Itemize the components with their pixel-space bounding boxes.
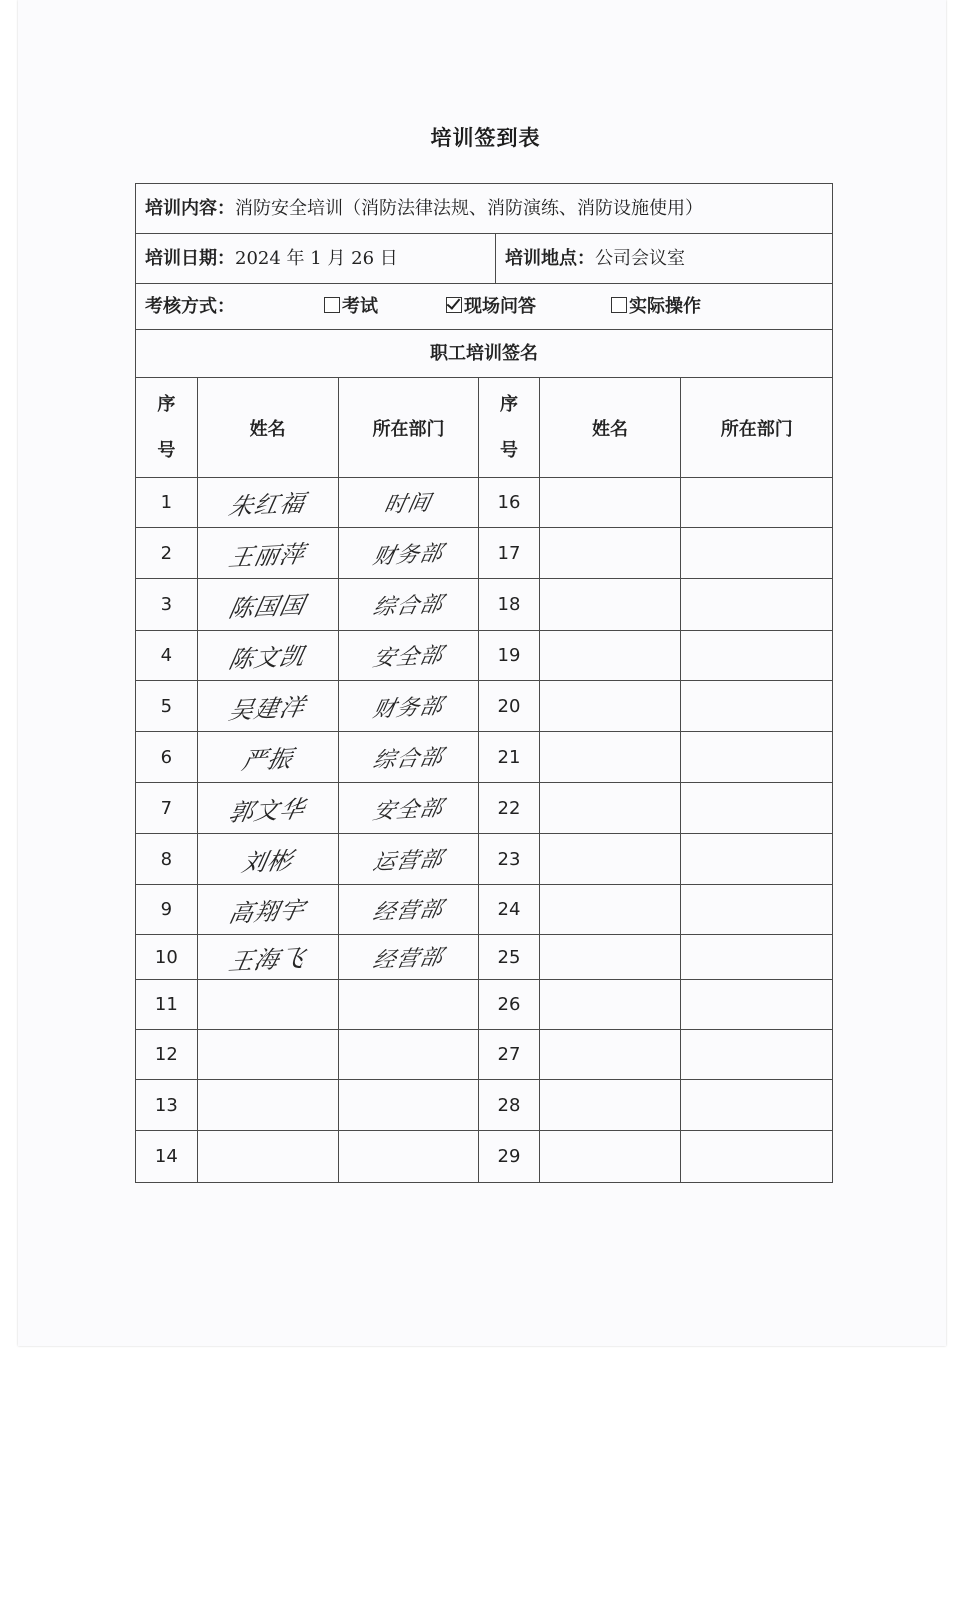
- dept-header: 所在部门: [681, 378, 832, 478]
- name-cell: [539, 885, 681, 935]
- table-row: [136, 478, 832, 528]
- dept-cell: [681, 885, 832, 935]
- dept-cell: [681, 631, 832, 681]
- name-cell: [197, 834, 338, 885]
- dept-cell: [681, 732, 832, 783]
- seq-cell: [479, 980, 539, 1030]
- seq-cell: 24: [497, 899, 521, 920]
- name-signature: 陈文凯: [226, 642, 308, 674]
- dept-cell: [338, 579, 479, 631]
- seq-cell: [479, 1030, 539, 1080]
- table-row: [136, 631, 832, 681]
- seq-cell: [136, 579, 197, 631]
- table-row: [136, 732, 832, 783]
- training-location-label: 培训地点：: [505, 248, 595, 269]
- dept-cell: [681, 834, 832, 885]
- dept-cell: [338, 631, 479, 681]
- training-date-value: 2024 年 1 月 26 日: [235, 248, 398, 269]
- dept-signature: 时间: [382, 490, 434, 519]
- table-row: [136, 1080, 832, 1131]
- seq-cell: [479, 783, 539, 834]
- training-content-value: 消防安全培训（消防法律法规、消防演练、消防设施使用）: [235, 198, 703, 219]
- seq-cell: 6: [160, 746, 173, 768]
- seq-cell: 19: [497, 645, 521, 666]
- checked-checkbox-icon[interactable]: [446, 297, 462, 313]
- seq-cell: [479, 579, 539, 631]
- name-cell: [197, 783, 338, 834]
- dept-cell: [681, 980, 832, 1030]
- seq-cell: 9: [160, 899, 173, 920]
- dept-signature: 财务部: [370, 540, 446, 570]
- name-cell: [197, 681, 338, 732]
- dept-cell: [338, 1030, 479, 1080]
- date-location-row: [136, 234, 832, 284]
- seq-cell: [479, 834, 539, 885]
- dept-cell: [681, 1131, 832, 1182]
- seq-cell: 16: [497, 492, 521, 513]
- name-signature: 高翔宇: [226, 896, 308, 928]
- dept-cell: [681, 1080, 832, 1131]
- assessment-option-exam[interactable]: 考试: [324, 284, 378, 330]
- name-cell: [197, 885, 338, 935]
- seq-cell: 18: [497, 594, 521, 615]
- seq-cell: [479, 528, 539, 579]
- seq-header: 序 号: [479, 378, 539, 478]
- seq-cell: 12: [154, 1044, 178, 1065]
- name-cell: [197, 1030, 338, 1080]
- dept-cell: [681, 935, 832, 980]
- dept-signature: 运营部: [370, 846, 446, 876]
- seq-cell: 20: [497, 695, 521, 717]
- name-cell: [197, 631, 338, 681]
- dept-cell: [338, 478, 479, 528]
- seq-cell: [136, 783, 197, 834]
- dept-cell: [681, 1030, 832, 1080]
- seq-cell: [136, 478, 197, 528]
- name-cell: [197, 732, 338, 783]
- name-signature: 王海飞: [226, 943, 308, 976]
- name-cell: [539, 1030, 681, 1080]
- seq-cell: [479, 935, 539, 980]
- name-cell: [539, 783, 681, 834]
- seq-cell: 7: [160, 797, 173, 819]
- section-title: 职工培训签名: [136, 330, 832, 378]
- dept-cell: [338, 834, 479, 885]
- dept-cell: [681, 579, 832, 631]
- dept-header: 所在部门: [338, 378, 479, 478]
- dept-cell: [338, 1080, 479, 1131]
- dept-signature: 经营部: [370, 944, 446, 974]
- seq-cell: [136, 834, 197, 885]
- dept-cell: [681, 783, 832, 834]
- seq-cell: [136, 885, 197, 935]
- name-cell: [197, 1131, 338, 1182]
- dept-cell: [338, 885, 479, 935]
- dept-cell: [681, 478, 832, 528]
- assessment-row: [136, 284, 832, 330]
- name-signature: 朱红福: [226, 489, 308, 521]
- seq-cell: 25: [497, 946, 521, 968]
- training-content-label: 培训内容：: [145, 198, 235, 219]
- name-cell: [539, 579, 681, 631]
- name-cell: [197, 579, 338, 631]
- name-cell: [539, 478, 681, 528]
- name-signature: 王丽萍: [226, 539, 308, 572]
- name-signature: 刘彬: [239, 846, 296, 877]
- dept-cell: [338, 732, 479, 783]
- name-cell: [539, 732, 681, 783]
- seq-cell: 10: [154, 946, 178, 968]
- seq-cell: [479, 681, 539, 732]
- name-cell: [539, 681, 681, 732]
- seq-cell: [479, 1080, 539, 1131]
- name-signature: 陈国国: [226, 591, 308, 623]
- dept-cell: [681, 681, 832, 732]
- name-cell: [539, 528, 681, 579]
- name-signature: 郭文华: [226, 794, 308, 827]
- assessment-label: 考核方式：: [145, 296, 235, 317]
- name-header: 姓名: [197, 378, 338, 478]
- name-cell: [539, 631, 681, 681]
- seq-cell: 29: [497, 1145, 521, 1167]
- seq-cell: 13: [154, 1094, 178, 1116]
- table-row: [136, 579, 832, 631]
- dept-signature: 财务部: [370, 693, 446, 723]
- seq-cell: [136, 1030, 197, 1080]
- training-content-row: [136, 184, 832, 234]
- seq-cell: 4: [160, 645, 173, 666]
- seq-cell: [479, 631, 539, 681]
- seq-cell: [136, 1080, 197, 1131]
- name-cell: [197, 935, 338, 980]
- dept-signature: 综合部: [370, 592, 446, 621]
- seq-cell: [136, 980, 197, 1030]
- table-row: [136, 834, 832, 885]
- seq-cell: [136, 732, 197, 783]
- seq-cell: 8: [160, 848, 173, 870]
- seq-cell: [479, 478, 539, 528]
- table-row: [136, 681, 832, 732]
- seq-cell: 17: [497, 542, 521, 564]
- seq-cell: [479, 732, 539, 783]
- dept-cell: [681, 528, 832, 579]
- assessment-option-qa[interactable]: 现场问答: [446, 284, 536, 330]
- name-cell: [539, 1131, 681, 1182]
- date-cell: [136, 234, 496, 283]
- seq-cell: 23: [497, 848, 521, 870]
- training-date-label: 培训日期：: [145, 248, 235, 269]
- name-signature: 吴建洋: [226, 692, 308, 725]
- seq-cell: 14: [154, 1145, 178, 1167]
- checkbox-icon[interactable]: [611, 297, 627, 313]
- table-row: [136, 935, 832, 980]
- dept-signature: 经营部: [370, 897, 446, 926]
- seq-cell: [136, 1131, 197, 1182]
- dept-cell: [338, 528, 479, 579]
- seq-cell: 22: [497, 797, 521, 819]
- name-cell: [197, 980, 338, 1030]
- seq-cell: 11: [154, 994, 178, 1015]
- location-cell: [496, 234, 685, 283]
- name-signature: 严振: [239, 744, 296, 775]
- name-cell: [539, 935, 681, 980]
- seq-header: 序 号: [136, 378, 197, 478]
- dept-cell: [338, 980, 479, 1030]
- dept-cell: [338, 935, 479, 980]
- seq-cell: 5: [160, 695, 173, 717]
- seq-cell: [479, 1131, 539, 1182]
- seq-cell: 2: [160, 542, 173, 564]
- seq-cell: 26: [497, 994, 521, 1015]
- dept-cell: [338, 783, 479, 834]
- seq-cell: [479, 885, 539, 935]
- seq-cell: 27: [497, 1044, 521, 1065]
- table-row: [136, 783, 832, 834]
- table-row: [136, 980, 832, 1030]
- dept-signature: 安全部: [370, 795, 446, 825]
- dept-cell: [338, 1131, 479, 1182]
- table-row: [136, 885, 832, 935]
- table-row: [136, 1131, 832, 1182]
- document-title: 培训签到表: [430, 125, 541, 150]
- seq-cell: [136, 681, 197, 732]
- name-cell: [197, 528, 338, 579]
- dept-signature: 安全部: [370, 643, 446, 672]
- dept-cell: [338, 681, 479, 732]
- training-location-value: 公司会议室: [595, 248, 685, 269]
- name-header: 姓名: [539, 378, 681, 478]
- seq-cell: [136, 528, 197, 579]
- seq-cell: 28: [497, 1094, 521, 1116]
- dept-signature: 综合部: [370, 744, 446, 774]
- seq-cell: 21: [497, 746, 521, 768]
- name-cell: [539, 1080, 681, 1131]
- assessment-option-practice[interactable]: 实际操作: [611, 284, 701, 330]
- seq-cell: [136, 935, 197, 980]
- table-header-row: [136, 378, 832, 478]
- name-cell: [197, 478, 338, 528]
- sign-in-form: [135, 183, 833, 1183]
- table-row: [136, 1030, 832, 1080]
- name-cell: [539, 980, 681, 1030]
- signature-table: [136, 378, 832, 1182]
- table-row: [136, 528, 832, 579]
- seq-cell: 1: [160, 492, 173, 513]
- name-cell: [197, 1080, 338, 1131]
- checkbox-icon[interactable]: [324, 297, 340, 313]
- seq-cell: [136, 631, 197, 681]
- name-cell: [539, 834, 681, 885]
- seq-cell: 3: [160, 594, 173, 615]
